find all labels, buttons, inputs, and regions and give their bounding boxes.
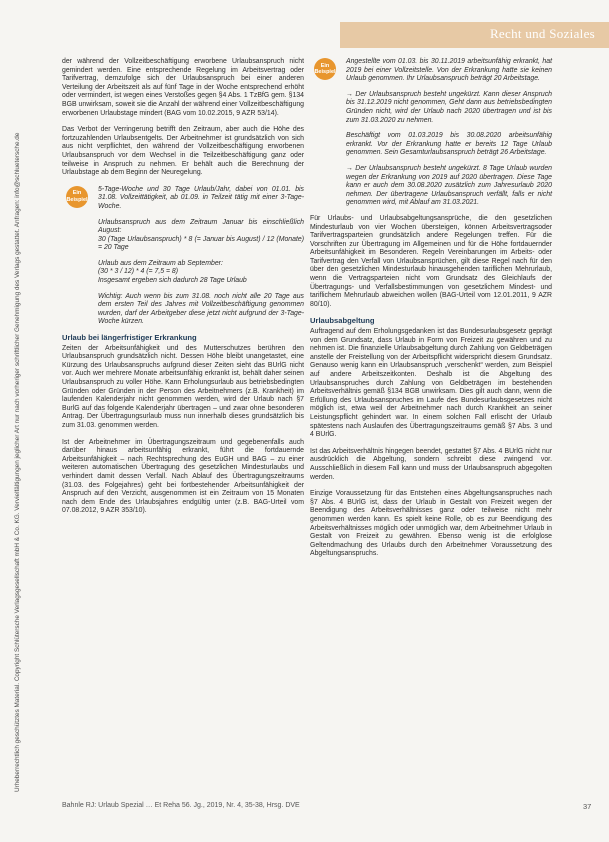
example-box [62, 186, 304, 327]
left-column [62, 58, 304, 524]
copyright-notice: Urheberrechtlich geschütztes Material. Copyright Schlütersche Verlagsgesellschaft mbH & Co. KG. Vervielfältigungen jeglicher Art nur nach vorheriger schriftlicher Genehmigung des Verlags gestattet. Anfragen: info@schluetersche.de [14, 132, 21, 792]
right-column [310, 58, 552, 567]
paragraph: Zeiten der Arbeitsunfähigkeit und des Mutterschutzes berühren den Urlaubsanspruch grundsätzlich nicht. Dessen Höhe bleibt unangetastet, eine Kürzung des Urlaubsanspruchs aufgrund dieser Zeiten sieht das BUrlG nicht vor. Auch wer mehrere Monate arbeitsunfähig erkrankt ist, behält daher seinen Urlaubsanspruch zu voller Höhe. Kann Erholungsurlaub aus betriebsbedingten Gründen oder Gründen in der Person des Arbeitnehmers (z.B. Krankheit) im laufenden Kalenderjahr nicht genommen werden, wird der Urlaub nach §7 BurlG auf das folgende Kalenderjahr übertragen – und zwar ohne besonderen Antrag. Der Übertragungsurlaub muss nun innerhalb dieses grundsätzlich bis zum 31.03. genommen werden. [62, 344, 304, 429]
section-title: Recht und Soziales [489, 26, 595, 41]
example-box [310, 58, 552, 208]
example-badge: Ein Beispiel [314, 58, 336, 80]
paragraph: Ist das Arbeitsverhältnis hingegen beendet, gestattet §7 Abs. 4 BUrlG nicht nur ausdrücklich die Abgeltung, sondern schreibt diese zwingend vor. Ausschließlich in diesem Fall kann und muss der Urlaubsanspruch abgegolten werden. [310, 447, 552, 481]
paragraph: der während der Vollzeitbeschäftigung erworbene Urlaubsanspruch nicht gemindert werden. Eine entsprechende Regelung im Arbeitsvertrag oder Tarifvertrag, demzufolge sich der Urlaubsanspruch bei einer anderen Verteilung der Arbeitszeit als auf fünf Tage in der Woche entsprechend erhöht oder vermindert, ist wegen eines Verstoßes gegen §4 Abs. 1 TzBfG gem. §134 BGB unwirksam, soweit sie die Anzahl der während einer Vollzeitbeschäftigung erworbenen Urlaubstage mindert (BAG vom 10.02.2015, 9 AZR 53/14). [62, 58, 304, 117]
example-text: Angestellte vom 01.03. bis 30.11.2019 arbeitsunfähig erkrankt, hat 2019 bei einer Vollzeitstelle. Von der Erkrankung hatte sie keinen Urlaub genommen. Ihr Urlaubsanspruch beträgt 20 Arbeitstage. [346, 58, 552, 83]
example-text: 30 (Tage Urlaubsanspruch) * 8 (= Januar bis August) / 12 (Monate) = 20 Tage [98, 235, 304, 252]
section-heading: Urlaubsabgeltung [310, 316, 375, 326]
paragraph: Das Verbot der Verringerung betrifft den Zeitraum, aber auch die Höhe des fortzuzahlenden Urlaubsentgelts. Der Arbeitnehmer ist grundsätzlich von sich aus nicht verpflichtet, den während der Vollzeitbeschäftigung erworbenen Urlaubsanspruch vor dem Wechsel in die Teilzeitbeschäftigung ganz oder teilweise in Anspruch zu nehmen. Er behält auch die Berechnung der Urlaubstage ab dem Beginn der Neuregelung. [62, 126, 304, 177]
paragraph: Ist der Arbeitnehmer im Übertragungszeitraum und gegebenenfalls auch darüber hinaus arbeitsunfähig erkrankt, führt die fortdauernde Arbeitsunfähigkeit – nach Rechtsprechung des EuGH und BAG – zu einer weiteren automatischen Übertragung des gesetzlichen Mindesturlaubs und verhindert damit dessen Verfall. Nach Ablauf des Übertragungszeitraums (31.03. des Folgejahres) geht bei fortbestehender Arbeitsunfähigkeit der Anspruch auf den Verzicht, ausgenommen ist ein Zeitraum von 15 Monaten nach dem Ende des Urlaubsjahres endgültig unter (z.B. BAG-Urteil vom 07.08.2012, 9 AZR 353/10). [62, 438, 304, 515]
example-text: 5-Tage-Woche und 30 Tage Urlaub/Jahr, dabei von 01.01. bis 31.08. Vollzeittätigkeit, ab 01.09. in Teilzeit tätig mit einer 3-Tage-Woche. [98, 185, 304, 210]
page-number: 37 [583, 802, 592, 811]
paragraph: Für Urlaubs- und Urlaubsabgeltungsansprüche, die den gesetzlichen Mindesturlaub von vier Wochen übersteigen, können Arbeitsvertragsoder Tarifvertragsparteien grundsätzlich andere Regelungen treffen. Für die Vorschriften zur Übertragung im Allgemeinen und für die Höhe fortdauernder Arbeitsunfähigkeit im Besonderen. Regeln Vereinbarungen im Arbeits- oder Tarifvertrag den Verfall von Urlaubsansprüchen, gilt diese Regel nach für den über den gesetzlichen Mindesturlaub hinausgehenden tariflichen Mehrurlaub, wenn die Vertragsparteien nicht vom Grundsatz des Gleichlaufs der Übertragungs- und Verfallsbestimmungen von gesetzlichem Mindest- und tariflichem Mehrurlaub abweichen wollen (BAG-Urteil vom 12.01.2011, 9 AZR 80/10). [310, 214, 552, 308]
example-text: Insgesamt ergeben sich dadurch 28 Tage Urlaub [98, 277, 247, 285]
example-text: Urlaubsanspruch aus dem Zeitraum Januar bis einschließlich August: [98, 218, 304, 235]
example-text: Wichtig: Auch wenn bis zum 31.08. noch nicht alle 20 Tage aus dem ersten Teil des Jahres mit Vollzeitbeschäftigung genommen wurden, darf der Arbeitgeber diese jetzt nicht aufgrund der 3-Tage-Woche kürzen. [98, 292, 304, 326]
example-text: (30 * 3 / 12) * 4 (= 7,5 = 8) [98, 268, 179, 276]
footer-citation: Bahnle RJ: Urlaub Spezial … Et Reha 56. Jg., 2019, Nr. 4, 35-38, Hrsg. DVE [62, 802, 300, 809]
paragraph: Auftragend auf dem Erholungsgedanken ist das Bundesurlaubsgesetz geprägt von dem Grundsatz, dass Urlaub in Form von Freizeit zu gewähren und zu nehmen ist. Die finanzielle Urlaubsabgeltung durch Zahlung von Geldbeträgen anstelle der Freistellung von der Arbeitspflicht widerspricht diesem Grundsatz. Genauso wenig kann ein Urlaubsanspruch „verschenkt“ werden, zum Beispiel auf andere Arbeitszeitkonten. Deshalb ist die Abgeltung des Urlaubsanspruches durch Zahlung von Geldbeträgen im bestehenden Arbeitsverhältnis gemäß §134 BGB unwirksam. Dies gilt auch dann, wenn die Erfüllung des Urlaubsanspruches im Laufe des Bundesurlaubsgesetzes nicht möglich ist, etwa weil der Arbeitnehmer nach durch Krankheit an seiner Leistungspflicht gehindert war. In einem solchen Fall erlischt der Urlaub spätestens nach Auslaufen des Übertragungszeitraums gemäß §7 Abs. 3 und 4 BUrlG. [310, 328, 552, 439]
example-badge: Ein Beispiel [66, 186, 88, 208]
example-text: Urlaub aus dem Zeitraum ab September: [98, 259, 223, 267]
example-text: Beschäftigt vom 01.03.2019 bis 30.08.2020 arbeitsunfähig erkrankt. Vor der Erkrankung hatte er bereits 12 Tage Urlaub genommen. Sein Gesamturlaubsanspruch beträgt 26 Arbeitstage. [346, 132, 552, 157]
example-text: → Der Urlaubsanspruch besteht ungekürzt. Kann dieser Anspruch bis 31.12.2019 nicht genommen, Geht dann aus betriebsbedingten Gründen nicht, wird der Urlaub nach 2020 übertragen und ist bis zum 31.03.2020 zu nehmen. [346, 90, 552, 124]
paragraph: Einzige Voraussetzung für das Entstehen eines Abgeltungsanspruches nach §7 Abs. 4 BUrlG ist, dass der Urlaub in Gestalt von Freizeit wegen der Beendigung des Arbeitsverhältnisses ganz oder teilweise nicht mehr genommen werden kann. Es spielt keine Rolle, ob es zur Beendigung des Arbeitsverhältnisses möglich oder unmöglich war, dem Arbeitnehmer Urlaub in Gestalt von Freizeit zu gewähren. Ebenso wenig ist die erfolglose Geltendmachung des Urlaubs durch den Arbeitnehmer Voraussetzung des Abgeltungsanspruchs. [310, 490, 552, 558]
section-heading: Urlaub bei längerfristiger Erkrankung [62, 333, 197, 343]
example-text: → Der Urlaubsanspruch besteht ungekürzt. 8 Tage Urlaub wurden wegen der Erkrankung von 2019 auf 2020 übertragen. Diese Tage kann er auch dem 30.08.2020 zusätzlich zum Jahresurlaub 2020 nehmen. Der übertragene Urlaubsanspruch verfällt, falls er nicht genommen wird, mit Ablauf am 31.03.2021. [346, 164, 552, 207]
